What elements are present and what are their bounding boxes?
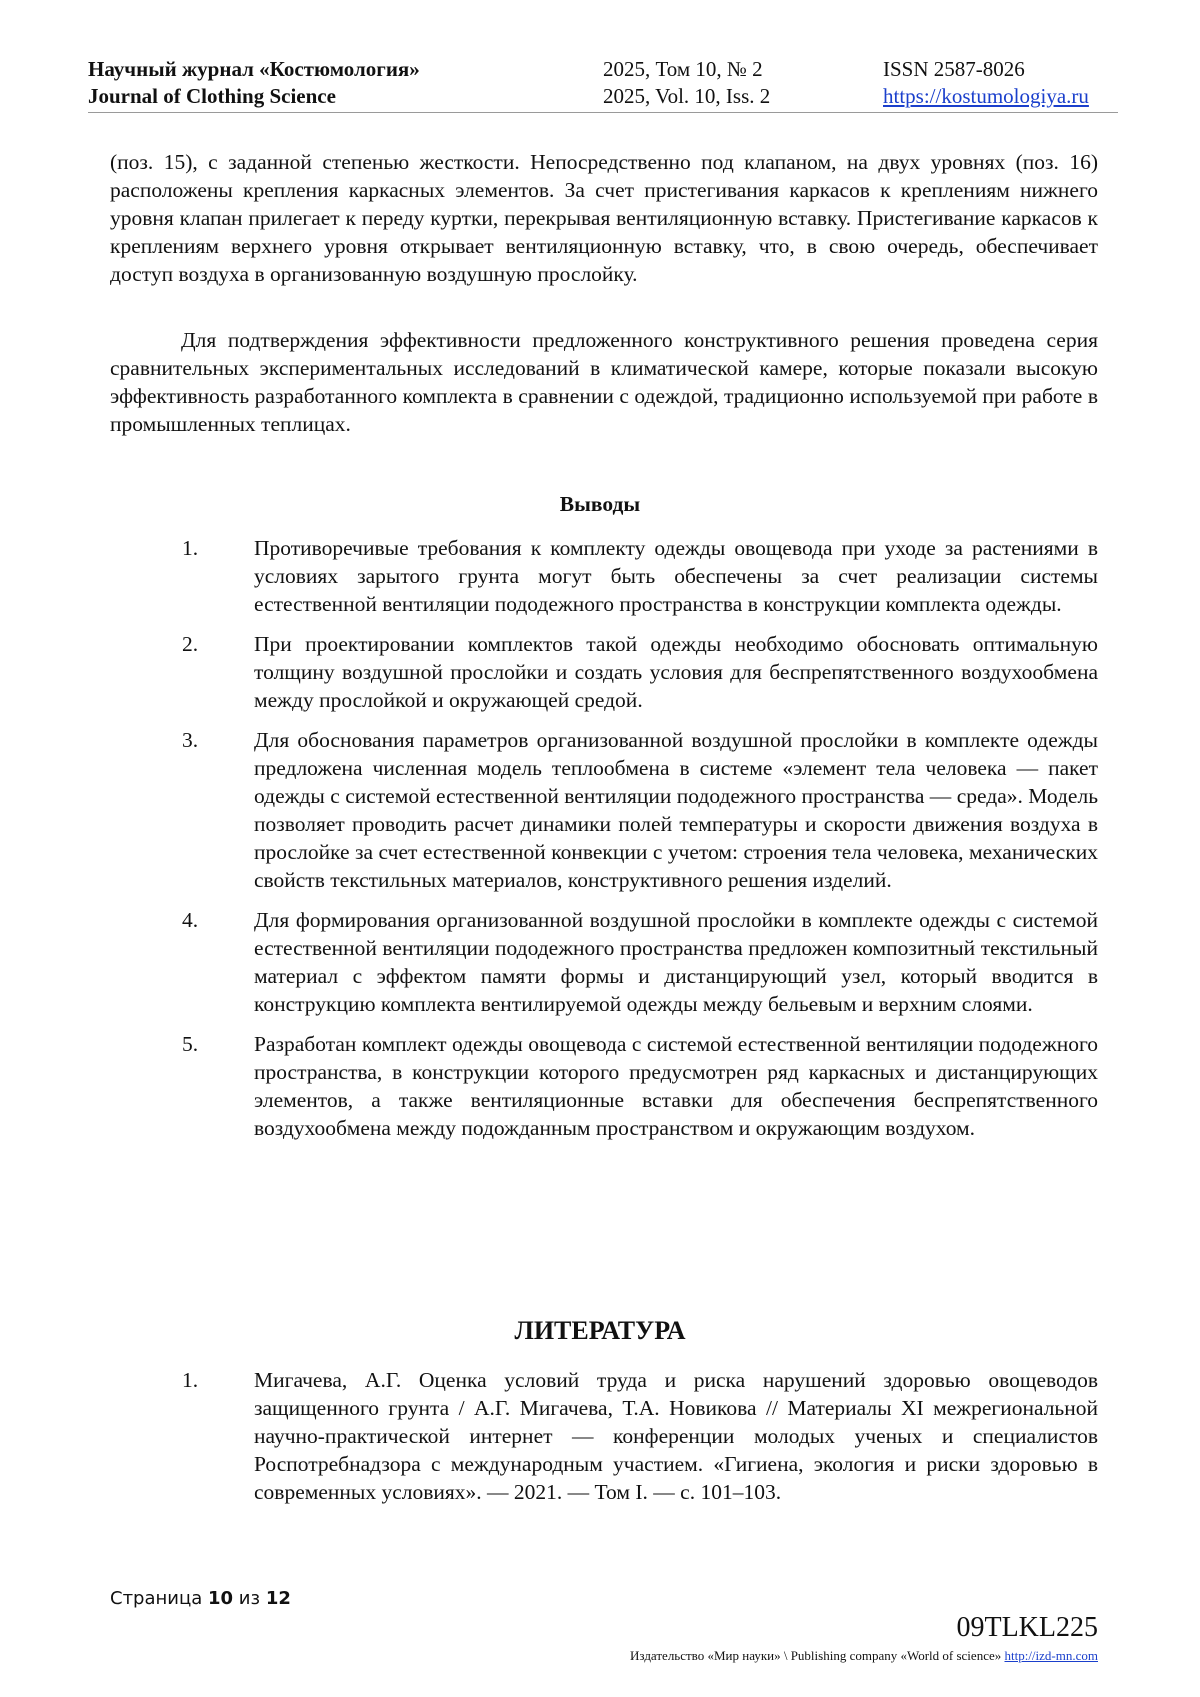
volume-en: 2025, Vol. 10, Iss. 2 xyxy=(603,84,771,108)
page-total: 12 xyxy=(265,1588,291,1609)
publisher-url-link[interactable]: http://izd-mn.com xyxy=(1004,1648,1098,1663)
literature-heading: ЛИТЕРАТУРА xyxy=(514,1316,686,1345)
list-item-number: 4. xyxy=(182,908,199,932)
list-item-text: Для обоснования параметров организованной воздушной прослойки в комплекте одежды предложена численная модель теплообмена в системе «элемент тела человека — пакет одежды с системой естественной вентиляции пододежного пространства — среда». Модель позволяет проводить расчет динамики полей температуры и скорости движения воздуха в прослойке за счет естественной конвекции с учетом: строения тела человека, механических свойств текстильных материалов, конструктивного решения изделий. xyxy=(254,728,1098,892)
list-item-number: 3. xyxy=(182,728,199,752)
list-item xyxy=(110,630,1098,714)
document-code: 09TLKL225 xyxy=(956,1612,1098,1643)
journal-url-link[interactable]: https://kostumologiya.ru xyxy=(883,84,1089,108)
list-item xyxy=(110,726,1098,894)
page-current: 10 xyxy=(208,1588,234,1609)
conclusions-list xyxy=(110,534,1098,1154)
publisher-line xyxy=(630,1648,1098,1664)
conclusions-heading: Выводы xyxy=(559,492,641,516)
volume-ru: 2025, Том 10, № 2 xyxy=(603,57,763,81)
list-item xyxy=(110,906,1098,1018)
list-item-number: 2. xyxy=(182,632,199,656)
list-item-text: Разработан комплект одежды овощевода с системой естественной вентиляции пододежного пространства, в конструкции которого предусмотрен ряд каркасных и дистанцирующих элементов, а также вентиляционные вставки для обеспечения беспрепятственного воздухообмена между подожданным пространством и окружающим воздухом. xyxy=(254,1032,1098,1140)
issn-block xyxy=(883,56,1089,110)
journal-name-en: Journal of Clothing Science xyxy=(88,84,336,108)
list-item-number: 5. xyxy=(182,1032,199,1056)
list-item-number: 1. xyxy=(182,536,199,560)
issn: ISSN 2587-8026 xyxy=(883,57,1025,81)
reference-item xyxy=(110,1366,1098,1506)
list-item xyxy=(110,534,1098,618)
reference-text: Мигачева, А.Г. Оценка условий труда и риска нарушений здоровью овощеводов защищенного грунта / А.Г. Мигачева, Т.А. Новикова // Материалы XI межрегиональной научно-практической интернет — конференции молодых ученых и специалистов Роспотребнадзора с международным участием. «Гигиена, экология и риски здоровью в современных условиях». — 2021. — Том I. — с. 101–103. xyxy=(254,1368,1098,1504)
list-item xyxy=(110,1030,1098,1142)
volume-block xyxy=(603,56,770,110)
list-item-text: Противоречивые требования к комплекту одежды овощевода при уходе за растениями в условиях зарытого грунта могут быть обеспечены за счет реализации системы естественной вентиляции пододежного пространства в конструкции комплекта одежды. xyxy=(254,536,1098,616)
reference-number: 1. xyxy=(182,1368,199,1392)
body-paragraph-2: Для подтверждения эффективности предложенного конструктивного решения проведена серия сравнительных экспериментальных исследований в климатической камере, которые показали высокую эффективность разработанного комплекта в сравнении с одеждой, традиционно используемой при работе в промышленных теплицах. xyxy=(110,328,1098,436)
references-list xyxy=(110,1366,1098,1518)
body-paragraph-1: (поз. 15), с заданной степенью жесткости. Непосредственно под клапаном, на двух уровнях (поз. 16) расположены крепления каркасных элементов. За счет пристегивания каркасов к креплениям нижнего уровня клапан прилегает к переду куртки, перекрывая вентиляционную вставку. Пристегивание каркасов к креплениям верхнего уровня открывает вентиляционную вставку, что, в свою очередь, обеспечивает доступ воздуха в организованную воздушную прослойку. xyxy=(110,150,1098,286)
page-label: Страница xyxy=(110,1588,203,1609)
publisher-text: Издательство «Мир науки» \ Publishing company «World of science» xyxy=(630,1648,1002,1663)
page-number xyxy=(110,1588,291,1609)
page-header xyxy=(88,52,1118,113)
journal-name-ru: Научный журнал «Костюмология» xyxy=(88,57,420,81)
journal-title-block xyxy=(88,56,420,110)
page-of: из xyxy=(238,1588,261,1609)
list-item-text: При проектировании комплектов такой одежды необходимо обосновать оптимальную толщину воздушной прослойки и создать условия для беспрепятственного воздухообмена между прослойкой и окружающей средой. xyxy=(254,632,1098,712)
list-item-text: Для формирования организованной воздушной прослойки в комплекте одежды с системой естественной вентиляции пододежного пространства предложен композитный текстильный материал с эффектом памяти формы и дистанцирующий узел, который вводится в конструкцию комплекта вентилируемой одежды между бельевым и верхним слоями. xyxy=(254,908,1098,1016)
